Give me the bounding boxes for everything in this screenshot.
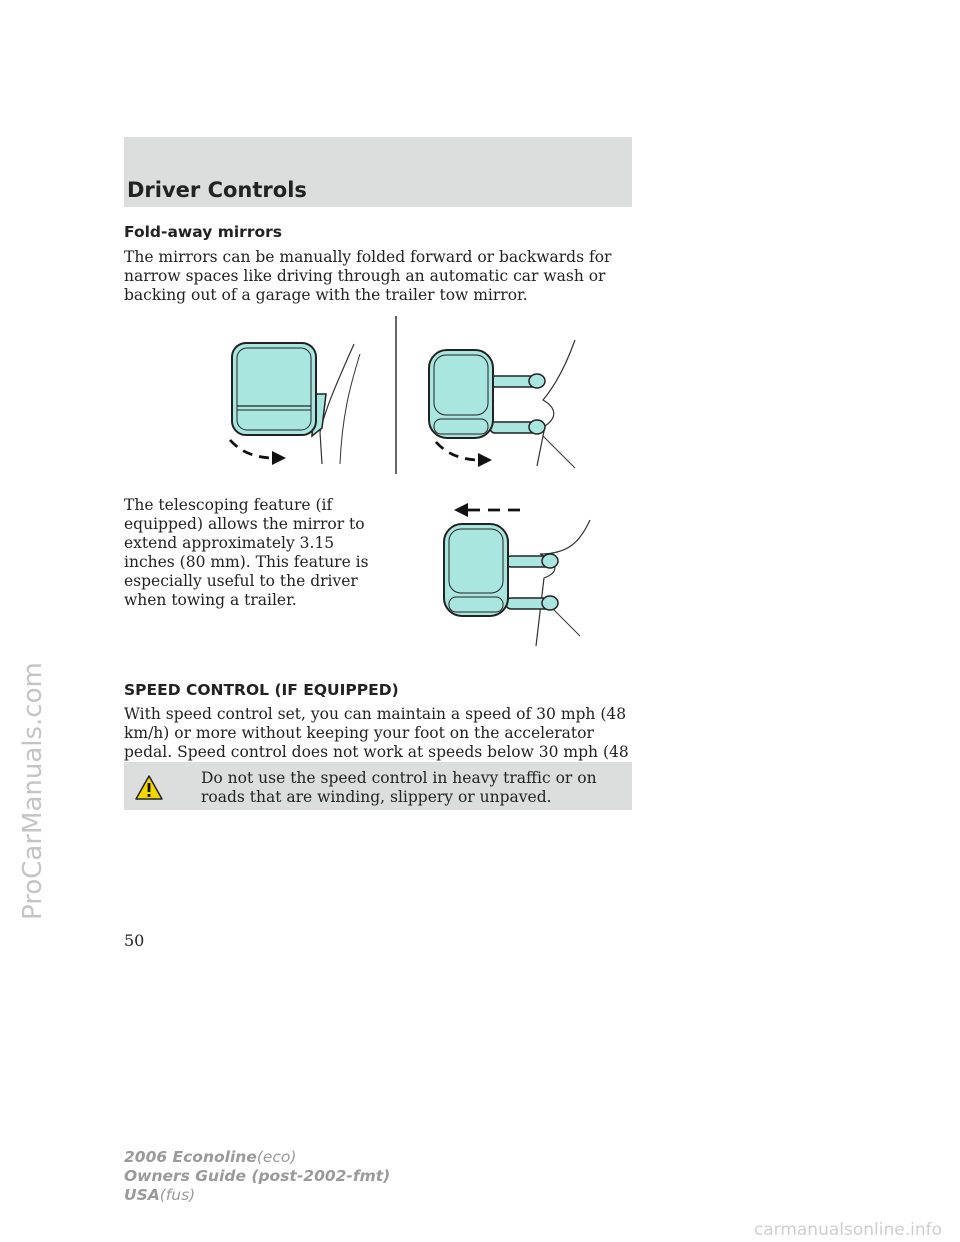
footer-model-code: (eco) bbox=[256, 1148, 297, 1166]
footer-market-code: (fus) bbox=[159, 1186, 196, 1204]
telescoping-paragraph: The telescoping feature (if equipped) allows the mirror to extend approximately 3.15 inches (80 mm). This feature is especially useful to the driver when towing a trailer. bbox=[124, 496, 369, 609]
speed-control-heading: SPEED CONTROL (IF EQUIPPED) bbox=[124, 681, 399, 699]
footer-market: USA bbox=[124, 1186, 160, 1204]
footer-line-1 bbox=[124, 1148, 390, 1167]
speed-control-paragraph: With speed control set, you can maintain a speed of 30 mph (48 km/h) or more without keeping your foot on the accelerator pedal. Speed control does not work at speeds below 30 mph (48 bbox=[124, 705, 629, 761]
bottom-watermark: carmanualsonline.info bbox=[753, 1220, 942, 1240]
section-title: Driver Controls bbox=[127, 178, 307, 202]
side-watermark: ProCarManuals.com bbox=[18, 662, 48, 920]
telescope-arrow-icon bbox=[452, 500, 522, 520]
fold-arrow-icon bbox=[228, 438, 292, 468]
footer-line-3 bbox=[124, 1186, 390, 1205]
fold-arrow-icon bbox=[434, 440, 498, 470]
fold-away-heading: Fold-away mirrors bbox=[124, 223, 282, 241]
warning-text: Do not use the speed control in heavy traffic or on roads that are winding, slippery or unpaved. bbox=[201, 769, 597, 806]
footer-guide: Owners Guide (post-2002-fmt) bbox=[124, 1167, 391, 1185]
footer bbox=[124, 1148, 390, 1205]
footer-line-2 bbox=[124, 1167, 390, 1186]
fold-away-paragraph: The mirrors can be manually folded forward or backwards for narrow spaces like driving through an automatic car wash or backing out of a garage with the trailer tow mirror. bbox=[124, 248, 612, 304]
footer-model: 2006 Econoline bbox=[124, 1148, 257, 1166]
telescoping-mirror-illustration bbox=[440, 518, 600, 648]
illustration-divider bbox=[394, 316, 398, 474]
warning-triangle-icon bbox=[134, 774, 164, 801]
page-number: 50 bbox=[124, 931, 145, 950]
